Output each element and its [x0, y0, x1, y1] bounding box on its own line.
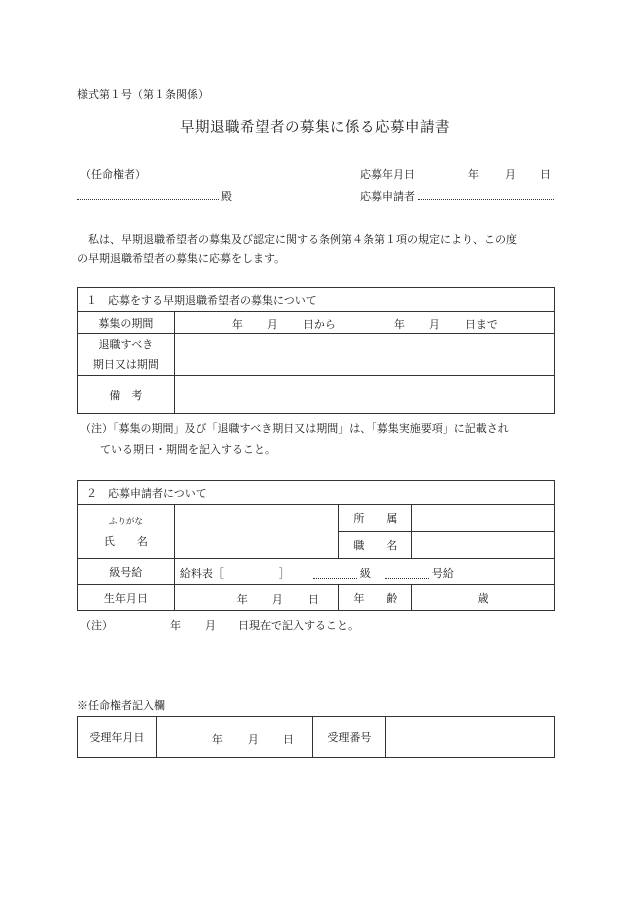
grade-label: 級号給	[78, 559, 175, 585]
retire-date-label	[78, 334, 175, 376]
affiliation-label: 所 属	[339, 505, 412, 532]
apply-date-year: 年	[468, 168, 479, 181]
receipt-date-label: 受理年月日	[78, 717, 157, 758]
period-to-year: 年	[393, 317, 405, 331]
section1-heading: １ 応募をする早期退職希望者の募集について	[78, 288, 555, 312]
applicant-label: 応募申請者	[360, 190, 415, 203]
step-blank[interactable]	[385, 578, 429, 579]
birth-field[interactable]	[174, 585, 339, 611]
name-label-cell	[78, 505, 175, 559]
receipt-day: 日	[282, 732, 294, 746]
note-2-year: 年	[170, 619, 181, 632]
note-1-line-2: ている期日・期間を記入すること。	[100, 443, 276, 456]
birth-month: 月	[271, 592, 283, 606]
receipt-year: 年	[211, 732, 223, 746]
birth-year: 年	[236, 592, 248, 606]
remarks-label: 備 考	[78, 376, 175, 414]
note-2-prefix: （注）	[80, 619, 113, 632]
age-unit: 歳	[477, 591, 489, 605]
period-to-month: 月	[428, 317, 440, 331]
retire-label-line-2: 期日又は期間	[92, 357, 159, 371]
birth-day: 日	[307, 592, 319, 606]
form-number-label: 様式第１号（第１条関係）	[77, 88, 209, 101]
period-field[interactable]	[174, 312, 554, 334]
appointer-name-line[interactable]	[77, 199, 219, 200]
receipt-number-field[interactable]	[386, 717, 555, 758]
note-1-line-1: （注）「募集の期間」及び「退職すべき期日又は期間」は、「募集実施要項」に記載され	[80, 422, 509, 435]
office-section-label: ※任命権者記入欄	[77, 699, 165, 712]
applicant-name-line[interactable]	[418, 199, 554, 200]
apply-date-day: 日	[540, 168, 551, 181]
period-from-day: 日から	[302, 317, 336, 331]
period-label: 募集の期間	[78, 312, 175, 334]
receipt-number-label: 受理番号	[313, 717, 386, 758]
note-2-suffix: 日現在で記入すること。	[238, 619, 359, 632]
apply-date-month: 月	[505, 168, 516, 181]
furigana-label: ふりがな	[108, 516, 143, 527]
period-from-month: 月	[266, 317, 278, 331]
applicant-table	[77, 480, 555, 611]
retire-label-line-1: 退職すべき	[98, 337, 154, 351]
note-2-month: 月	[205, 619, 216, 632]
office-use-table	[77, 716, 555, 758]
affiliation-field[interactable]	[412, 505, 555, 532]
remarks-field[interactable]	[174, 376, 554, 414]
position-label: 職 名	[339, 532, 412, 559]
salary-table-label: 給料表［ ］	[179, 566, 290, 580]
intro-line-2: の早期退職希望者の募集に応募をします。	[77, 252, 286, 265]
grade-field[interactable]	[174, 559, 554, 585]
grade-unit: 級	[359, 566, 371, 580]
recruitment-table	[77, 287, 555, 414]
intro-line-1: 私は、早期退職希望者の募集及び認定に関する条例第４条第１項の規定により、この度	[88, 233, 517, 246]
retire-date-field[interactable]	[174, 334, 554, 376]
age-label: 年 齢	[339, 585, 412, 611]
period-to-day: 日まで	[464, 317, 498, 331]
name-label: 氏 名	[103, 534, 148, 548]
receipt-date-field[interactable]	[156, 717, 313, 758]
grade-blank[interactable]	[313, 578, 357, 579]
position-field[interactable]	[412, 532, 555, 559]
birth-label: 生年月日	[78, 585, 175, 611]
dono-label: 殿	[221, 190, 232, 203]
section2-heading: ２ 応募申請者について	[78, 481, 555, 505]
name-field[interactable]	[174, 505, 339, 559]
age-field[interactable]	[412, 585, 555, 611]
document-title: 早期退職希望者の募集に係る応募申請書	[180, 120, 450, 136]
period-from-year: 年	[231, 317, 243, 331]
appointer-label: （任命権者）	[80, 168, 146, 181]
step-unit: 号給	[431, 566, 454, 580]
apply-date-label: 応募年月日	[360, 168, 415, 181]
receipt-month: 月	[247, 732, 259, 746]
